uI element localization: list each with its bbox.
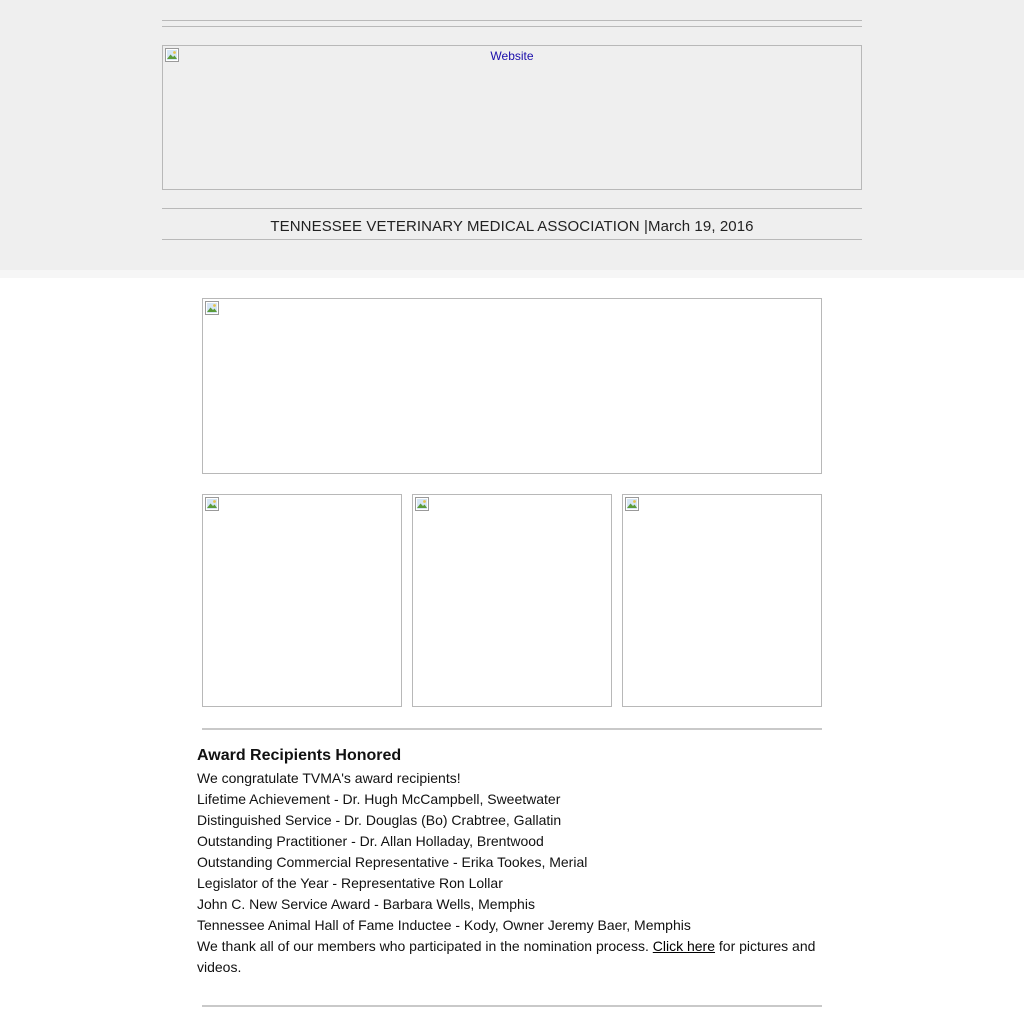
masthead-divider [162,208,862,209]
top-divider [162,26,862,27]
award-line: Distinguished Service - Dr. Douglas (Bo) Crabtree, Gallatin [197,812,562,828]
award-line: John C. New Service Award - Barbara Wells, Memphis [197,896,535,912]
article-closing [197,936,817,978]
top-divider [162,20,862,21]
logo-alt-text: Website [490,49,534,63]
closing-text-end: for pictures and videos. [197,938,816,975]
award-line: Outstanding Commercial Representative - Erika Tookes, Merial [197,854,588,870]
award-line: Legislator of the Year - Representative Ron Lollar [197,875,503,891]
broken-image-icon [415,497,429,511]
broken-image-icon [625,497,639,511]
award-line: Tennessee Animal Hall of Fame Inductee - Kody, Owner Jeremy Baer, Memphis [197,917,691,933]
closing-text: We thank all of our members who participated in the nomination process. [197,938,653,954]
broken-image-icon [205,301,219,315]
award-article [197,745,817,978]
broken-image-icon [205,497,219,511]
masthead-text: TENNESSEE VETERINARY MEDICAL ASSOCIATION |March 19, 2016 [270,218,754,235]
pictures-videos-link[interactable]: Click here [652,938,716,954]
masthead-divider [162,239,862,240]
award-line: Outstanding Practitioner - Dr. Allan Holladay, Brentwood [197,833,544,849]
logo-image-link[interactable] [162,45,862,190]
article-title: Award Recipients Honored [197,747,402,764]
section-divider [202,728,822,730]
thumbnail-image-1 [202,494,402,707]
article-intro: We congratulate TVMA's award recipients! [197,770,461,786]
thumbnail-image-2 [412,494,612,707]
header-band-edge [0,270,1024,278]
hero-image [202,298,822,474]
award-line: Lifetime Achievement - Dr. Hugh McCampbell, Sweetwater [197,791,561,807]
bottom-divider [202,1005,822,1007]
thumbnail-image-3 [622,494,822,707]
